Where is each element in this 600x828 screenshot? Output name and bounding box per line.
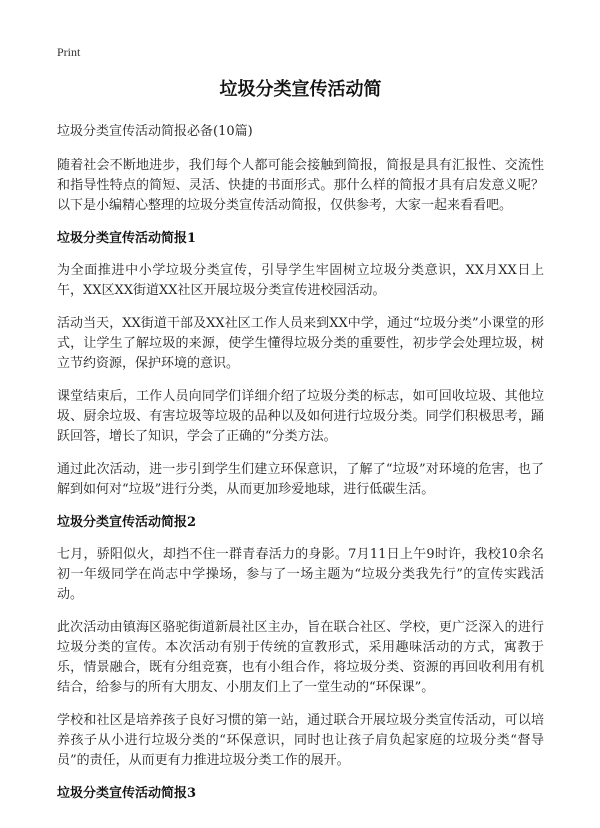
intro-paragraph: 随着社会不断地进步，我们每个人都可能会接触到简报，简报是具有汇报性、交流性和指导性特点的简短、灵活、快捷的书面形式。那什么样的简报才具有启发意义呢？以下是小编精心整理的垃圾分类宣传活动简报，仅供参考，大家一起来看看吧。	[57, 158, 544, 213]
section-2-paragraph: 七月，骄阳似火，却挡不住一群青春活力的身影。7月11日上午9时许，我校10余名初一年级同学在尚志中学操场，参与了一场主题为“垃圾分类我先行”的宣传实践活动。	[57, 547, 544, 602]
section-2-paragraph: 此次活动由镇海区骆驼街道新晨社区主办，旨在联合社区、学校，更广泛深入的进行垃圾分类的宣传。本次活动有别于传统的宣教形式，采用趣味活动的方式，寓教于乐，情景融合，既有分组竞赛，也有小组合作，将垃圾分类、资源的再回收利用有机结合，给参与的所有大朋友、小朋友们上了一堂生动的“环保课”。	[57, 620, 544, 695]
section-heading-1: 垃圾分类宣传活动简报1	[57, 231, 197, 246]
section-heading-3: 垃圾分类宣传活动简报3	[57, 786, 197, 801]
section-1-paragraph: 通过此次活动，进一步引到学生们建立环保意识，了解了“垃圾”对环境的危害，也了解到如何对“垃圾”进行分类，从而更加珍爱地球，进行低碳生活。	[57, 462, 544, 497]
section-2-paragraph: 学校和社区是培养孩子良好习惯的第一站，通过联合开展垃圾分类宣传活动，可以培养孩子从小进行垃圾分类的“环保意识，同时也让孩子肩负起家庭的垃圾分类“督导员”的责任，从而更有力推进垃圾分类工作的展开。	[57, 713, 544, 768]
section-heading-2: 垃圾分类宣传活动简报2	[57, 515, 197, 530]
page-title: 垃圾分类宣传活动简	[219, 79, 382, 100]
section-1-paragraph: 活动当天，XX街道干部及XX社区工作人员来到XX中学，通过“垃圾分类”小课堂的形式，让学生了解垃圾的来源，使学生懂得垃圾分类的重要性，初步学会处理垃圾，树立节约资源，保护环境的意识。	[57, 316, 544, 371]
print-label: Print	[57, 45, 81, 59]
section-1-paragraph: 课堂结束后，工作人员向同学们详细介绍了垃圾分类的标志，如可回收垃圾、其他垃圾、厨余垃圾、有害垃圾等垃圾的品种以及如何进行垃圾分类。同学们积极思考，踊跃回答，增长了知识，学会了正确的“分类方法。	[57, 389, 544, 444]
section-1-paragraph: 为全面推进中小学垃圾分类宣传，引导学生牢固树立垃圾分类意识，XX月XX日上午，XX区XX街道XX社区开展垃圾分类宣传进校园活动。	[57, 263, 544, 298]
document-subtitle: 垃圾分类宣传活动简报必备(10篇)	[57, 124, 253, 139]
